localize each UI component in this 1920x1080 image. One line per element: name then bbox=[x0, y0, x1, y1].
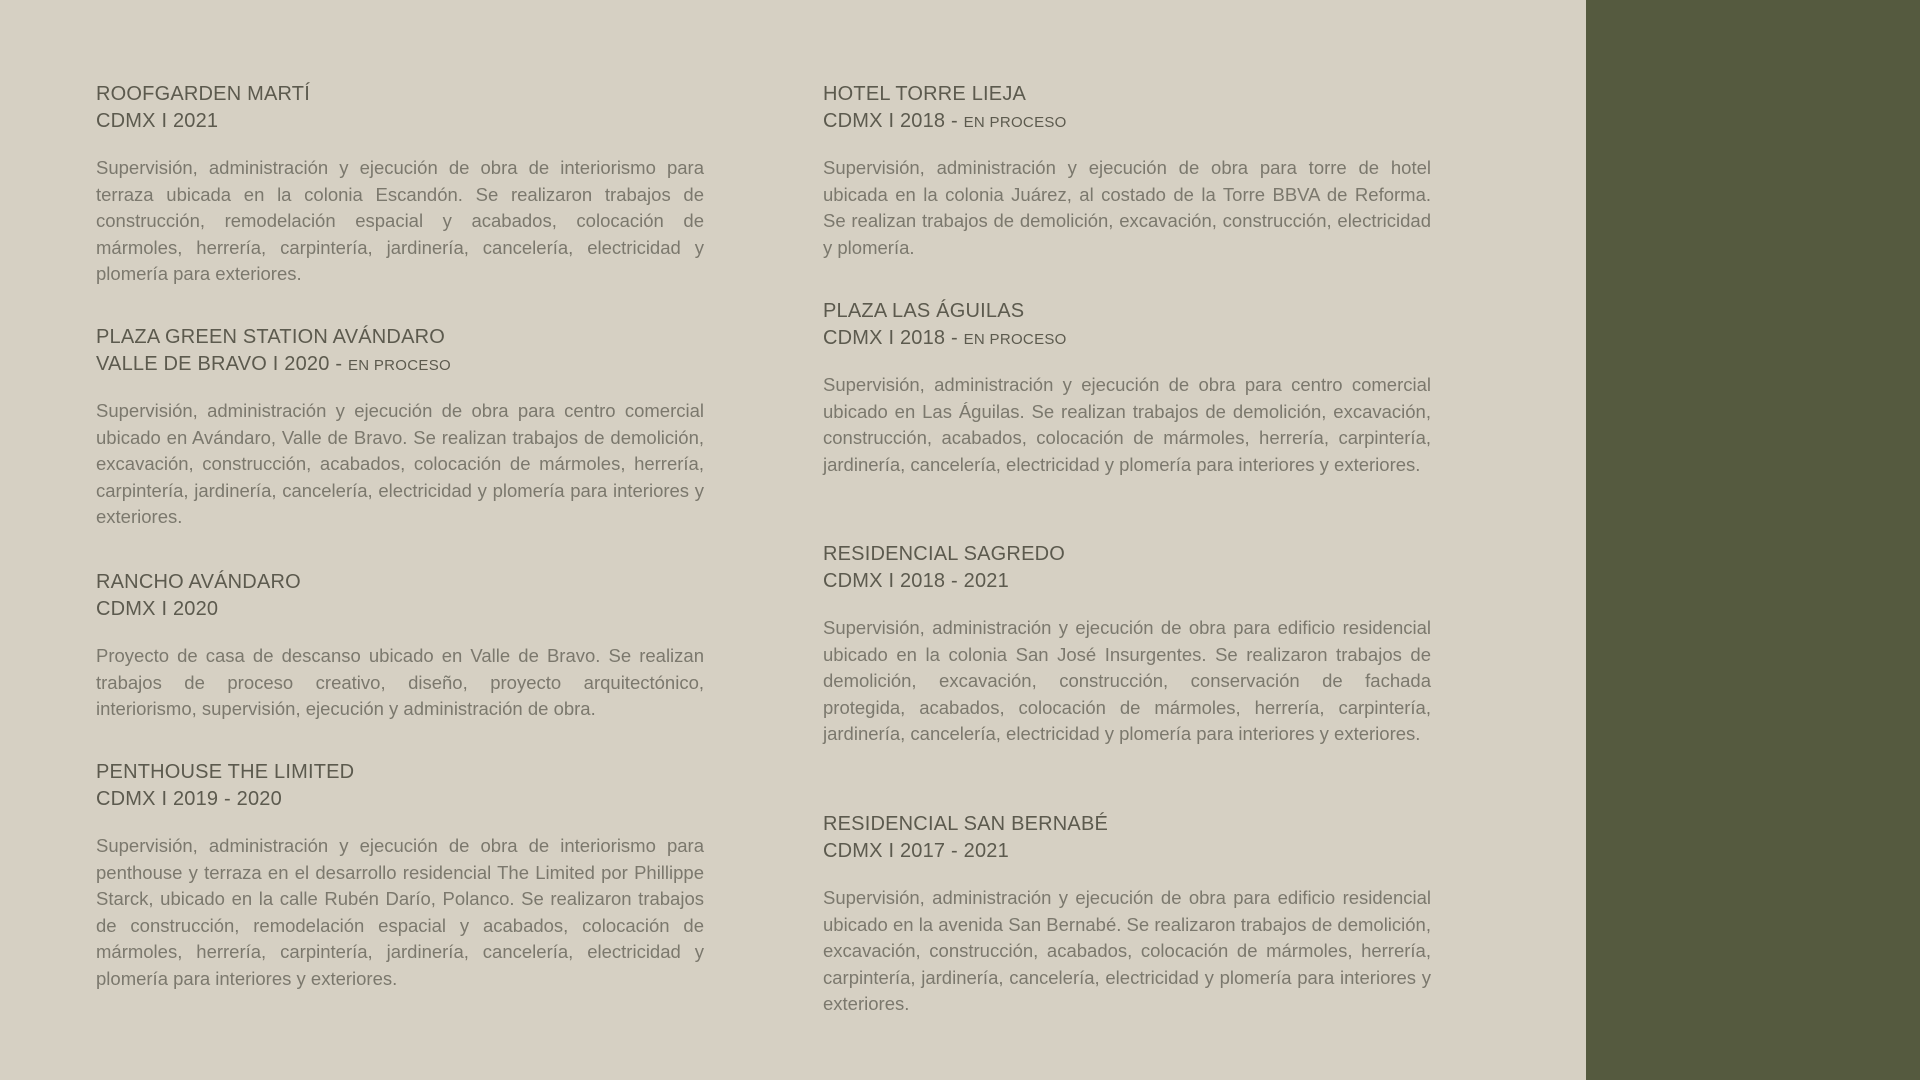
project-residencial-san-bernabe bbox=[823, 811, 1431, 1018]
project-location-year bbox=[96, 351, 704, 379]
project-title: PLAZA GREEN STATION AVÁNDARO bbox=[96, 326, 446, 348]
project-status: EN PROCESO bbox=[347, 357, 451, 374]
project-title: HOTEL TORRE LIEJA bbox=[823, 83, 1027, 105]
project-meta-text: VALLE DE BRAVO I 2020 - bbox=[96, 353, 348, 375]
project-meta-text: CDMX I 2020 bbox=[96, 598, 219, 620]
project-description: Supervisión, administración y ejecución de obra para edificio residencial ubicado en la avenida San Bernabé. Se realizaron trabajos de demolición, excavación, construcción, acabados, colocación de mármoles, herrería, carpintería, jardinería, cancelería, electricidad y plomería para interiores y exteriores. bbox=[823, 887, 1431, 1014]
project-location-year bbox=[823, 838, 1431, 866]
project-description: Supervisión, administración y ejecución de obra de interiorismo para terraza ubicada en la colonia Escandón. Se realizaron trabajos de construcción, remodelación espacial y acabados, colocación de mármoles, herrería, carpintería, jardinería, cancelería, electricidad y plomería para exteriores. bbox=[96, 157, 704, 284]
project-residencial-sagredo bbox=[823, 541, 1431, 748]
project-status: EN PROCESO bbox=[963, 114, 1067, 131]
project-location-year bbox=[96, 596, 704, 624]
project-meta-text: CDMX I 2018 - bbox=[823, 327, 964, 349]
project-location-year bbox=[823, 108, 1431, 136]
project-plaza-las-aguilas bbox=[823, 298, 1431, 478]
project-roofgarden-marti bbox=[96, 81, 704, 288]
project-location-year bbox=[823, 325, 1431, 353]
project-description: Proyecto de casa de descanso ubicado en Valle de Bravo. Se realizan trabajos de proceso creativo, diseño, proyecto arquitectónico, interiorismo, supervisión, ejecución y administración de obra. bbox=[96, 645, 704, 719]
project-title: PLAZA LAS ÁGUILAS bbox=[823, 300, 1025, 322]
project-status: EN PROCESO bbox=[963, 331, 1067, 348]
project-meta-text: CDMX I 2019 - 2020 bbox=[96, 788, 282, 810]
project-description: Supervisión, administración y ejecución de obra de interiorismo para penthouse y terraza en el desarrollo residencial The Limited por Phillippe Starck, ubicado en la calle Rubén Darío, Polanco. Se realizaron trabajos de construcción, remodelación espacial y acabados, colocación de mármoles, herrería, carpintería, jardinería, cancelería, electricidad y plomería para interiores y exteriores. bbox=[96, 835, 704, 989]
project-location-year bbox=[823, 568, 1431, 596]
project-title: RESIDENCIAL SAGREDO bbox=[823, 543, 1066, 565]
project-penthouse-the-limited bbox=[96, 759, 704, 992]
project-title: PENTHOUSE THE LIMITED bbox=[96, 761, 355, 783]
project-description: Supervisión, administración y ejecución de obra para centro comercial ubicado en Avándaro, Valle de Bravo. Se realizan trabajos de demolición, excavación, construcción, acabados, colocación de mármoles, herrería, carpintería, jardinería, cancelería, electricidad y plomería para interiores y exteriores. bbox=[96, 400, 704, 527]
project-meta-text: CDMX I 2018 - bbox=[823, 110, 964, 132]
project-description: Supervisión, administración y ejecución de obra para centro comercial ubicado en Las Águilas. Se realizan trabajos de demolición, excavación, construcción, acabados, colocación de mármoles, herrería, carpintería, jardinería, cancelería, electricidad y plomería para interiores y exteriores. bbox=[823, 374, 1431, 475]
project-meta-text: CDMX I 2018 - 2021 bbox=[823, 570, 1009, 592]
project-meta-text: CDMX I 2021 bbox=[96, 110, 219, 132]
project-rancho-avandaro bbox=[96, 569, 704, 723]
project-description: Supervisión, administración y ejecución de obra para edificio residencial ubicado en la colonia San José Insurgentes. Se realizaron trabajos de demolición, excavación, construcción, conservación de fachada protegida, acabados, colocación de mármoles, herrería, carpintería, jardinería, cancelería, electricidad y plomería para interiores y exteriores. bbox=[823, 617, 1431, 744]
project-hotel-torre-lieja bbox=[823, 81, 1431, 261]
side-color-panel bbox=[1586, 0, 1920, 1080]
project-title: RESIDENCIAL SAN BERNABÉ bbox=[823, 813, 1109, 835]
project-description: Supervisión, administración y ejecución de obra para torre de hotel ubicada en la colonia Juárez, al costado de la Torre BBVA de Reforma. Se realizan trabajos de demolición, excavación, construcción, electricidad y plomería. bbox=[823, 157, 1431, 258]
project-location-year bbox=[96, 786, 704, 814]
project-title: ROOFGARDEN MARTÍ bbox=[96, 83, 310, 105]
project-location-year bbox=[96, 108, 704, 136]
project-plaza-green-station bbox=[96, 324, 704, 531]
project-title: RANCHO AVÁNDARO bbox=[96, 571, 301, 593]
project-meta-text: CDMX I 2017 - 2021 bbox=[823, 840, 1009, 862]
